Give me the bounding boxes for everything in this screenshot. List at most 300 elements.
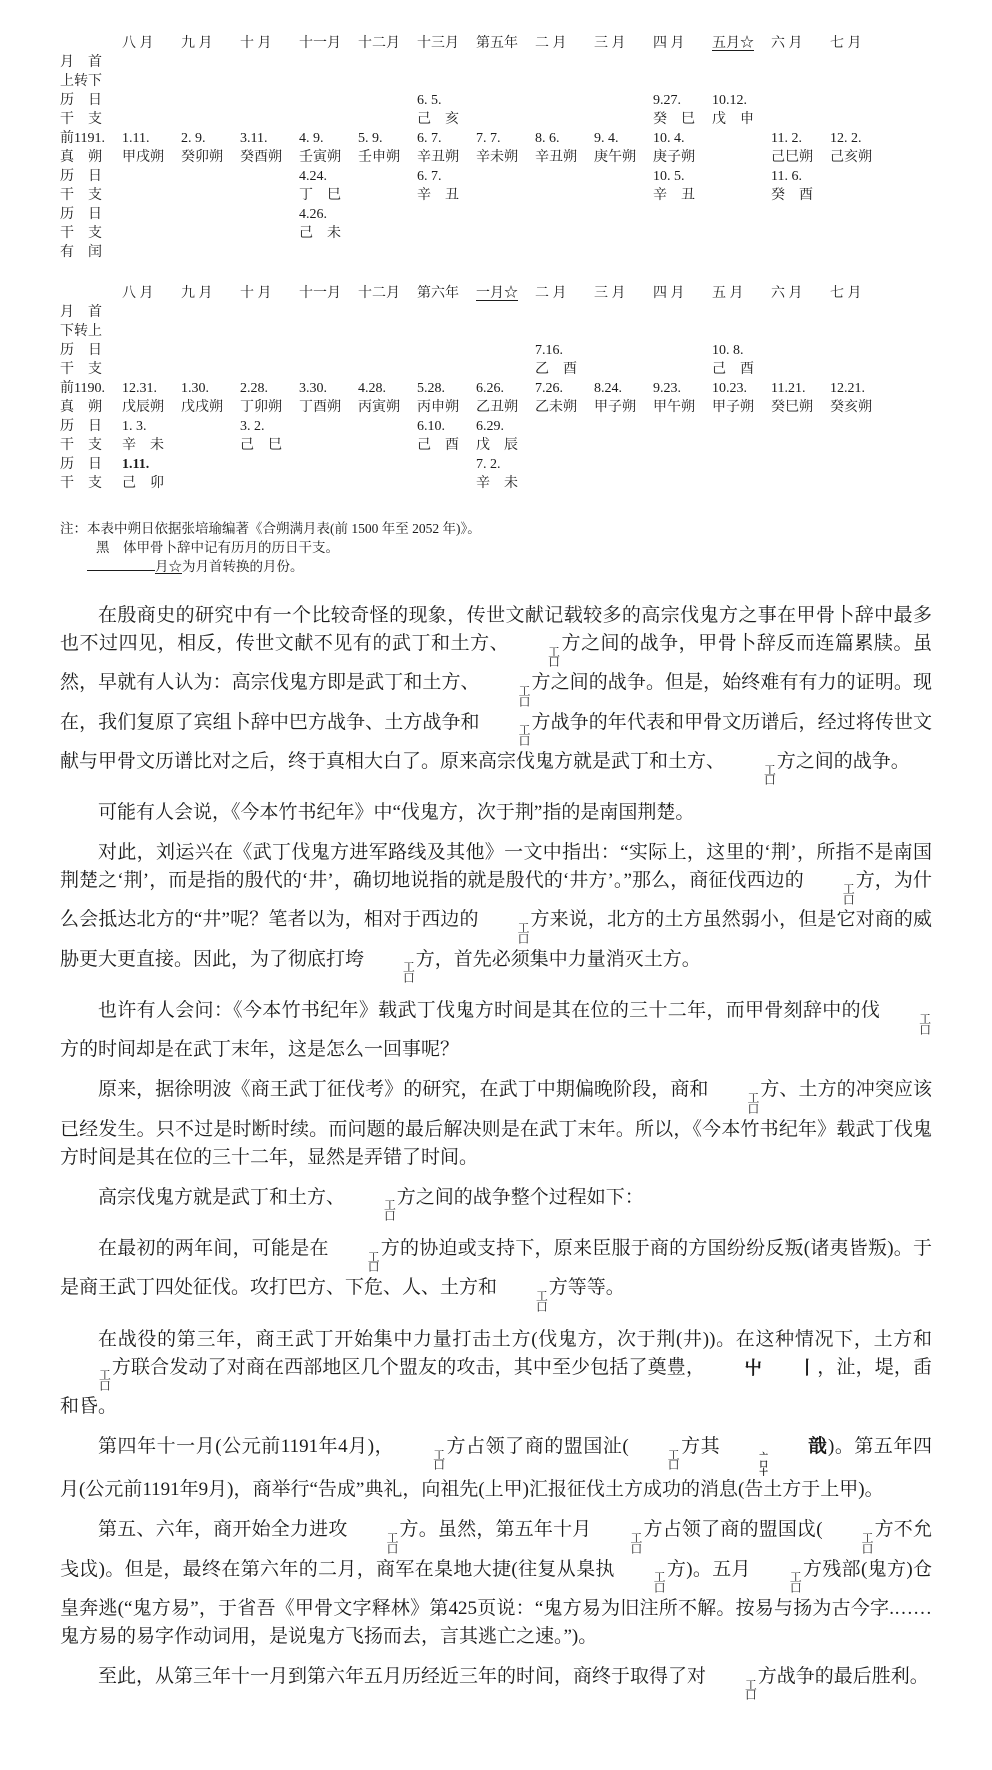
paragraph: 原来，据徐明波《商王武丁征伐考》的研究，在武丁中期偏晚阶段，商和 工 口 方、土方的冲突应该已经发生。只不过是时断时续。而问题的最后解决则是在武丁末年。所以，《今本竹书纪年》载武丁伐鬼方时间是其在位的三十二年，显然是弄错了时间。 (60, 1079, 932, 1168)
table-cell: 辛 未 (122, 438, 164, 453)
table-cell: 戊戌朔 (181, 400, 223, 415)
table-cell (771, 91, 830, 110)
table-cell (830, 436, 889, 455)
table-cell: 10.12. (712, 93, 747, 108)
table-cell (476, 53, 535, 72)
table-cell (181, 341, 240, 360)
table-cell (712, 53, 771, 72)
table-cell (594, 205, 653, 224)
table-cell (358, 53, 417, 72)
column-header: 三 月 (594, 286, 626, 301)
table-cell (830, 167, 889, 186)
gongfang-tribe-glyph: 工 口 (99, 1369, 111, 1394)
table-cell: 2. 9. (181, 131, 206, 146)
table-cell (122, 243, 181, 262)
table-cell (358, 91, 417, 110)
table-cell (181, 110, 240, 129)
table-cell (535, 110, 594, 129)
table-cell: 甲午朔 (653, 400, 695, 415)
table-cell: 11. 6. (771, 169, 802, 184)
table-cell (830, 224, 889, 243)
calendar-table-year5 (60, 34, 932, 262)
table-cell (417, 72, 476, 91)
table-cell (358, 205, 417, 224)
table-cell (358, 360, 417, 379)
column-header: 九 月 (181, 286, 213, 301)
table-cell (653, 455, 712, 474)
column-header: 十 月 (240, 286, 272, 301)
table-cell (771, 341, 830, 360)
table-cell (358, 72, 417, 91)
table-cell (594, 303, 653, 322)
gongfang-tribe-glyph: 工 口 (536, 1289, 548, 1314)
row-label: 干 支 (60, 226, 102, 241)
table-cell: 戊 申 (712, 112, 754, 127)
table-cell (476, 91, 535, 110)
table-cell (181, 303, 240, 322)
table-cell (122, 360, 181, 379)
table-cell (417, 53, 476, 72)
table-cell: 9. 4. (594, 131, 619, 146)
table-cell (358, 436, 417, 455)
table-cell (653, 72, 712, 91)
table-cell: 癸酉朔 (240, 150, 282, 165)
table-cell (299, 72, 358, 91)
table-cell (594, 322, 653, 341)
table-cell (181, 322, 240, 341)
table-cell: 7. 7. (476, 131, 501, 146)
table-cell: 己巳朔 (771, 150, 813, 165)
row-label: 上转下 (60, 74, 102, 89)
gongfang-tribe-glyph: 工 口 (517, 922, 530, 946)
table-cell (535, 474, 594, 493)
row-label: 历 日 (60, 169, 102, 184)
table-cell (830, 417, 889, 436)
table-cell (181, 243, 240, 262)
paragraph: 第五、六年，商开始全力进攻 工 口 方。虽然，第五年十月 工 口 方占领了商的盟国戉( 工 口 方不允戋戉)。但是，最终在第六年的二月，商军在臬地大捷(往复从臬执 工 口 方)。五月 工 口 方残部(鬼方)仓皇奔逃(“鬼方易”，于省吾《甲骨文字释林》第425页说：“鬼方易为旧注所不解。按易与扬为古今字.……鬼方易的易字作动词用，是说鬼方飞扬而去，言其逃亡之速。”)。 (60, 1519, 933, 1647)
table-cell: 癸 酉 (771, 188, 813, 203)
gongfang-tribe-glyph: 工 口 (842, 882, 855, 907)
table-cell (417, 205, 476, 224)
gongfang-tribe-glyph: 工 口 (518, 724, 531, 749)
table-cell (712, 148, 771, 167)
gongfang-tribe-glyph: 工 口 (518, 684, 531, 709)
gongfang-tribe-glyph: 工 口 (548, 645, 560, 670)
table-cell (653, 360, 712, 379)
underline-blank (87, 557, 155, 571)
gongfang-tribe-glyph: 工 口 (764, 763, 776, 788)
table-cell (476, 303, 535, 322)
table-cell: 乙 酉 (535, 362, 577, 377)
table-cell (240, 474, 299, 493)
table-cell (122, 91, 181, 110)
row-label: 历 日 (60, 207, 102, 222)
table-cell (417, 360, 476, 379)
table-cell (240, 224, 299, 243)
column-header: 第六年 (417, 286, 459, 301)
table-cell (240, 205, 299, 224)
table-cell: 12.21. (830, 381, 865, 396)
table-cell (653, 303, 712, 322)
table-cell: 12. 2. (830, 131, 862, 146)
gongfang-tribe-glyph: 工 口 (919, 1012, 931, 1037)
table-cell: 壬寅朔 (299, 150, 341, 165)
table-cell: 丁 巳 (299, 188, 341, 203)
table-cell (830, 205, 889, 224)
table-cell (358, 341, 417, 360)
table-cell: 辛 丑 (417, 188, 459, 203)
table-cell: 甲子朔 (712, 400, 754, 415)
table-cell: 甲子朔 (594, 400, 636, 415)
table-cell (594, 417, 653, 436)
table-cell (476, 341, 535, 360)
table-cell (830, 303, 889, 322)
table-cell (240, 341, 299, 360)
table-cell: 癸亥朔 (830, 400, 872, 415)
gongfang-tribe-glyph: 工 口 (367, 1250, 380, 1275)
gongfang-tribe-glyph: 工 口 (384, 1199, 396, 1224)
table-cell (830, 53, 889, 72)
table-cell: 1.11. (122, 457, 150, 472)
table-cell: 1. 3. (122, 419, 147, 434)
column-header: 七 月 (830, 286, 862, 301)
table-cell (535, 322, 594, 341)
table-cell (771, 360, 830, 379)
table-cell (476, 186, 535, 205)
ally-place-glyph: 屮 丨 (744, 1358, 817, 1379)
table-cell (240, 243, 299, 262)
table-cell (594, 53, 653, 72)
table-cell (181, 205, 240, 224)
table-cell (181, 417, 240, 436)
row-label: 月 首 (60, 305, 102, 320)
column-header: 十一月 (299, 286, 341, 301)
column-header: 六 月 (771, 36, 803, 51)
table-cell: 7. 2. (476, 457, 501, 472)
table-cell (771, 110, 830, 129)
table-cell (712, 474, 771, 493)
paragraph: 第四年十一月(公元前1191年4月)， 工 口 方占领了商的盟国沚( 工 口 方其 亠 口 十 戠 )。第五年四月(公元前1191年9月)，商举行“告成”典礼，向祖先(上甲)汇报征伐土方成功的消息(告土方于上甲)。 (60, 1435, 933, 1501)
table-cell: 5. 9. (358, 131, 383, 146)
table-cell (771, 417, 830, 436)
row-label: 历 日 (60, 419, 102, 434)
paragraph: 在最初的两年间，可能是在 工 口 方的协迫或支持下，原来臣服于商的方国纷纷反叛(诸夷皆叛)。于是商王武丁四处征伐。攻打巴方、下危、人、土方和 工 口 方等等。 (60, 1237, 932, 1314)
table-cell: 6.29. (476, 419, 504, 434)
column-header: 七 月 (830, 36, 862, 51)
table-cell: 己 巳 (240, 438, 282, 453)
table-cell (240, 110, 299, 129)
table-cell (476, 205, 535, 224)
table-cell: 戊辰朔 (122, 400, 164, 415)
table-cell (535, 243, 594, 262)
row-label: 历 日 (60, 343, 102, 358)
row-label: 干 支 (60, 112, 102, 127)
column-header: 四 月 (653, 286, 685, 301)
table-cell (240, 455, 299, 474)
table-cell (181, 474, 240, 493)
table-cell (240, 322, 299, 341)
table-cell (594, 360, 653, 379)
table-cell (358, 224, 417, 243)
table-cell (240, 53, 299, 72)
row-label: 真 朔 (60, 150, 102, 165)
table-corner (60, 284, 122, 303)
table-cell: 辛 未 (476, 476, 518, 491)
table-cell (122, 205, 181, 224)
paragraph: 高宗伐鬼方就是武丁和土方、 工 口 方之间的战争整个过程如下： (98, 1186, 644, 1224)
column-header: 八 月 (122, 36, 154, 51)
table-cell (830, 186, 889, 205)
table-cell (771, 303, 830, 322)
table-cell: 10. 5. (653, 169, 685, 184)
column-header: 六 月 (771, 286, 803, 301)
paragraph: 对此，刘运兴在《武丁伐鬼方进军路线及其他》一文中指出：“实际上，这里的‘荆’，所指不是南国荆楚之‘荆’，而是指的殷代的‘井’，确切地说指的就是殷代的‘井方’。”那么，商征伐西边的 工 口 方，为什么会抵达北方的“井”呢？笔者以为，相对于西边的 工 口 方来说，北方的土方虽然弱小，但是它对商的威胁更大更直接。因此，为了彻底打垮 工 口 方，首先必须集中力量消灭土方。 (60, 842, 932, 986)
table-cell (476, 224, 535, 243)
table-cell: 壬申朔 (358, 150, 400, 165)
table-cell: 3.30. (299, 381, 327, 396)
table-cell (653, 205, 712, 224)
table-cell (594, 72, 653, 91)
gongfang-tribe-glyph: 工 口 (653, 1571, 666, 1596)
table-cell: 癸 巳 (653, 112, 695, 127)
table-cell (417, 455, 476, 474)
column-header: 十一月 (299, 36, 341, 51)
table-cell (358, 417, 417, 436)
table-cell: 己 酉 (712, 362, 754, 377)
table-cell (653, 417, 712, 436)
table-cell: 4.28. (358, 381, 386, 396)
table-cell (122, 186, 181, 205)
table-cell: 丙申朔 (417, 400, 459, 415)
table-cell (358, 243, 417, 262)
gongfang-tribe-glyph: 工 口 (386, 1532, 399, 1556)
row-label: 历 日 (60, 93, 102, 108)
note-line-3-underlined-term: 月☆ (155, 559, 182, 574)
note-line-3 (60, 557, 932, 576)
zhi-glyph: 戠 (807, 1435, 827, 1457)
table-cell (476, 72, 535, 91)
column-header: 十二月 (358, 36, 400, 51)
row-label: 干 支 (60, 438, 102, 453)
table-cell: 8. 6. (535, 131, 560, 146)
table-cell: 乙未朔 (535, 400, 577, 415)
gongfang-tribe-glyph: 工 口 (667, 1448, 680, 1473)
table-cell: 6. 7. (417, 169, 442, 184)
table-cell: 丙寅朔 (358, 400, 400, 415)
table-cell (240, 72, 299, 91)
gongfang-tribe-glyph: 工 口 (861, 1532, 874, 1556)
table-cell (830, 474, 889, 493)
paragraph: 可能有人会说，《今本竹书纪年》中“伐鬼方，次于荆”指的是南国荆楚。 (98, 802, 695, 824)
table-cell: 辛 丑 (653, 188, 695, 203)
column-header: 八 月 (122, 286, 154, 301)
gongfang-tribe-glyph: 工 口 (789, 1571, 802, 1596)
table-cell (358, 303, 417, 322)
table-cell (181, 167, 240, 186)
table-cell (476, 110, 535, 129)
table-cell (712, 436, 771, 455)
table-cell (771, 243, 830, 262)
gongfang-tribe-glyph: 工 口 (433, 1448, 445, 1473)
table-cell (712, 322, 771, 341)
table-cell (299, 474, 358, 493)
table-cell (712, 455, 771, 474)
table-cell (653, 436, 712, 455)
table-cell (653, 224, 712, 243)
table-cell (181, 455, 240, 474)
table-cell: 5.28. (417, 381, 445, 396)
row-label: 前1190. (60, 381, 105, 396)
table-cell: 7.16. (535, 343, 563, 358)
table-cell (299, 455, 358, 474)
table-cell (712, 224, 771, 243)
table-cell (830, 243, 889, 262)
table-cell (771, 474, 830, 493)
table-cell (830, 360, 889, 379)
table-cell (358, 186, 417, 205)
table-cell: 11.21. (771, 381, 806, 396)
table-cell (181, 72, 240, 91)
table-cell: 癸卯朔 (181, 150, 223, 165)
table-cell (594, 474, 653, 493)
note-line-3-rest: 为月首转换的月份。 (182, 559, 304, 574)
note-line-1: 注：本表中朔日依据张培瑜编著《合朔满月表(前 1500 年至 2052 年)》。 (60, 521, 481, 536)
table-cell (240, 91, 299, 110)
table-cell (594, 224, 653, 243)
table-cell: 1.30. (181, 381, 209, 396)
column-header: 五 月 (712, 286, 744, 301)
table-cell (771, 72, 830, 91)
table-cell (535, 91, 594, 110)
table-cell (122, 72, 181, 91)
table-cell: 庚子朔 (653, 150, 695, 165)
table-cell (594, 167, 653, 186)
table-cell: 12.31. (122, 381, 157, 396)
table-cell: 8.24. (594, 381, 622, 396)
table-cell (771, 455, 830, 474)
table-cell (653, 341, 712, 360)
row-label: 干 支 (60, 188, 102, 203)
table-cell (240, 360, 299, 379)
table-cell (299, 243, 358, 262)
table-cell (535, 72, 594, 91)
table-cell (417, 322, 476, 341)
table-cell (476, 167, 535, 186)
column-header: 十 月 (240, 36, 272, 51)
table-cell (535, 186, 594, 205)
table-cell (535, 417, 594, 436)
note-line-2: 黑 体甲骨卜辞中记有历月的历日干支。 (96, 540, 339, 555)
table-cell (240, 303, 299, 322)
table-cell (712, 303, 771, 322)
table-cell (535, 303, 594, 322)
table-cell (181, 53, 240, 72)
row-label: 真 朔 (60, 400, 102, 415)
table-cell (771, 53, 830, 72)
table-cell: 3.11. (240, 131, 268, 146)
table-cell (122, 110, 181, 129)
table-cell (417, 474, 476, 493)
table-cell (535, 53, 594, 72)
table-cell (122, 224, 181, 243)
table-cell: 4. 9. (299, 131, 324, 146)
paragraph: 在殷商史的研究中有一个比较奇怪的现象，传世文献记载较多的高宗伐鬼方之事在甲骨卜辞中最多也不过四见，相反，传世文献不见有的武丁和土方、 工 口 方之间的战争，甲骨卜辞反而连篇累牍。虽然，早就有人认为：高宗伐鬼方即是武丁和土方、 工 口 方之间的战争。但是，始终难有有力的证明。现在，我们复原了宾组卜辞中巴方战争、土方战争和 工 口 方战争的年代表和甲骨文历谱后，经过将传世文献与甲骨文历谱比对之后，终于真相大白了。原来高宗伐鬼方就是武丁和土方、 工 口 方之间的战争。 (60, 605, 932, 788)
table-cell (712, 167, 771, 186)
table-cell (417, 224, 476, 243)
table-cell (653, 53, 712, 72)
gongfang-tribe-glyph: 工 口 (630, 1532, 643, 1556)
table-cell (358, 474, 417, 493)
table-cell (181, 436, 240, 455)
table-cell: 己 卯 (122, 476, 164, 491)
table-cell: 9.27. (653, 93, 681, 108)
table-cell (653, 322, 712, 341)
table-cell (358, 167, 417, 186)
table-cell: 戊 辰 (476, 438, 518, 453)
row-label: 月 首 (60, 55, 102, 70)
table-cell (417, 243, 476, 262)
table-cell (181, 360, 240, 379)
table-cell (712, 243, 771, 262)
table-cell (358, 455, 417, 474)
column-header: 二 月 (535, 286, 567, 301)
table-cell (712, 417, 771, 436)
table-cell (181, 91, 240, 110)
table-cell (240, 167, 299, 186)
table-cell: 己 亥 (417, 112, 459, 127)
table-cell: 丁酉朔 (299, 400, 341, 415)
table-cell (122, 303, 181, 322)
table-cell (830, 341, 889, 360)
row-label: 有 闰 (60, 245, 102, 260)
table-cell (299, 53, 358, 72)
row-label: 历 日 (60, 457, 102, 472)
column-header: 十二月 (358, 286, 400, 301)
table-cell (299, 110, 358, 129)
table-cell (535, 167, 594, 186)
dun-attack-glyph: 亠 口 十 (759, 1450, 768, 1478)
table-cell: 乙丑朔 (476, 400, 518, 415)
table-cell: 9.23. (653, 381, 681, 396)
column-header: 三 月 (594, 36, 626, 51)
table-cell (830, 72, 889, 91)
table-cell: 辛丑朔 (417, 150, 459, 165)
column-header: 四 月 (653, 36, 685, 51)
table-note (60, 519, 932, 576)
table-cell: 辛未朔 (476, 150, 518, 165)
table-corner (60, 34, 122, 53)
table-cell: 3. 2. (240, 419, 265, 434)
table-cell: 丁卯朔 (240, 400, 282, 415)
table-cell: 辛丑朔 (535, 150, 577, 165)
table-cell (594, 455, 653, 474)
table-cell (122, 341, 181, 360)
table-cell: 6.26. (476, 381, 504, 396)
table-cell (476, 243, 535, 262)
table-cell (299, 91, 358, 110)
column-header: 第五年 (476, 36, 518, 51)
table-cell: 己亥朔 (830, 150, 872, 165)
table-cell (594, 91, 653, 110)
gongfang-tribe-glyph: 工 口 (403, 961, 415, 986)
table-cell: 11. 2. (771, 131, 802, 146)
paragraph: 在战役的第三年，商王武丁开始集中力量打击土方(伐鬼方，次于荆(井))。在这种情况下，土方和 工 口 方联合发动了对商在西部地区几个盟友的攻击，其中至少包括了奠豊， 屮 丨 ，沚，堤，臿和昏。 (60, 1328, 932, 1417)
table-cell (594, 243, 653, 262)
table-cell: 甲戌朔 (122, 150, 164, 165)
table-cell (830, 91, 889, 110)
table-cell (712, 186, 771, 205)
paragraph: 也许有人会问：《今本竹书纪年》载武丁伐鬼方时间是其在位的三十二年，而甲骨刻辞中的伐 工 口 方的时间却是在武丁末年，这是怎么一回事呢？ (60, 1000, 931, 1061)
